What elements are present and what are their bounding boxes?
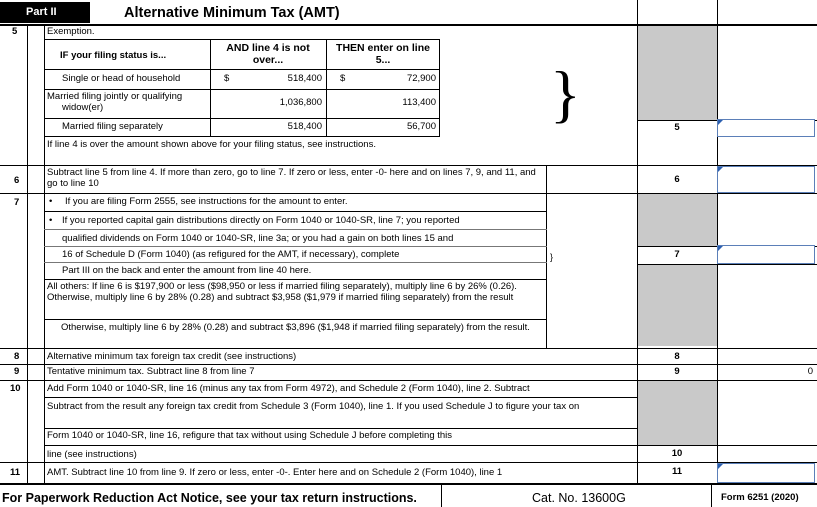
line11-text: AMT. Subtract line 10 from line 9. If zero or less, enter -0-. Enter here and on Schedule 2 (Form 1040), line 1 [47, 467, 503, 478]
line7-cg-text: qualified dividends on Form 1040 or 1040-SR, line 3a; or you had a gain on both lines 15 and [62, 233, 454, 244]
line-box-label: 9 [674, 366, 680, 377]
col-header-amount: THEN enter on line 5... [336, 42, 430, 67]
line7-cg-text: Part III on the back and enter the amount from line 40 here. [62, 265, 312, 276]
line5-note: If line 4 is over the amount shown above for your filing status, see instructions. [47, 139, 376, 150]
currency-sign: $ [340, 73, 346, 84]
line8-input[interactable] [718, 349, 816, 363]
line10-input[interactable] [718, 446, 816, 462]
line7-all-others: All others: If line 6 is $197,900 or less ($98,950 or less if married filing separately), multiply line 6 by 26% (0.26). Otherwise, multiply line 6 by 28% (0.28) and subtract $3,958 ($1,979 if married filing separately) from the result [47, 281, 517, 303]
line9-value[interactable]: 0 [807, 366, 813, 377]
line7-input[interactable] [717, 245, 815, 264]
limit-cell: 518,400 [287, 73, 322, 84]
line5-label: Exemption. [47, 26, 95, 37]
line-number: 6 [14, 175, 20, 186]
form-id: Form 6251 (2020) [721, 492, 799, 503]
paperwork-notice: For Paperwork Reduction Act Notice, see your tax return instructions. [2, 491, 417, 505]
bullet: • [49, 196, 53, 207]
line-box-label: 11 [671, 466, 683, 477]
line-number: 9 [14, 366, 20, 377]
line10-text: Subtract from the result any foreign tax credit from Schedule 3 (Form 1040), line 1. If you used Schedule J to figure your tax on [47, 401, 580, 412]
line8-text: Alternative minimum tax foreign tax credit (see instructions) [47, 351, 297, 362]
line10-text: Form 1040 or 1040-SR, line 16, refigure that tax without using Schedule J before completing this [47, 430, 453, 441]
line-box-label: 10 [671, 448, 683, 459]
amount-cell: 56,700 [406, 121, 436, 132]
currency-sign: $ [224, 73, 230, 84]
line-number: 5 [12, 26, 18, 37]
line-box-label: 5 [674, 122, 680, 133]
line7-bullet-2555: If you are filing Form 2555, see instructions for the amount to enter. [65, 196, 348, 207]
line-box-label: 6 [674, 174, 680, 185]
line7-brace: } [550, 252, 554, 262]
line-number: 7 [14, 197, 20, 208]
line7-otherwise: Otherwise, multiply line 6 by 28% (0.28) and subtract $3,896 ($1,948 if married filing separately) from the result. [61, 322, 530, 333]
line6-input[interactable] [717, 166, 815, 193]
part-header [0, 0, 817, 24]
status-cell: Married filing separately [62, 121, 163, 132]
part-title: Alternative Minimum Tax (AMT) [124, 5, 340, 21]
line10-text: line (see instructions) [47, 449, 137, 460]
line7-cg-text: If you reported capital gain distributions directly on Form 1040 or 1040-SR, line 7; you reported [62, 215, 460, 226]
line-box-label: 7 [674, 249, 680, 260]
amount-cell: 72,900 [406, 73, 436, 84]
line9-text: Tentative minimum tax. Subtract line 8 from line 7 [47, 366, 255, 377]
status-cell: Married filing jointly or qualifying widow(er) [47, 91, 183, 113]
line5-input[interactable] [717, 119, 815, 137]
line7-cg-text: 16 of Schedule D (Form 1040) (as refigured for the AMT, if necessary), complete [62, 249, 400, 260]
col-header-status: IF your filing status is... [60, 50, 167, 61]
part-label: Part II [0, 2, 90, 23]
line6-text: Subtract line 5 from line 4. If more than zero, go to line 7. If zero or less, enter -0- here and on lines 7, 9, and 11, and go to line 10 [47, 167, 536, 189]
line11-input[interactable] [717, 463, 815, 483]
bullet: • [49, 215, 53, 226]
table-brace: } [550, 58, 581, 129]
status-cell: Single or head of household [62, 73, 181, 84]
line-number: 10 [10, 383, 21, 394]
limit-cell: 518,400 [287, 121, 322, 132]
limit-cell: 1,036,800 [279, 97, 322, 108]
catalog-number: Cat. No. 13600G [532, 491, 626, 505]
exemption-table [44, 39, 440, 137]
line10-text: Add Form 1040 or 1040-SR, line 16 (minus any tax from Form 4972), and Schedule 2 (Form 1040), line 2. Subtract [47, 383, 530, 394]
col-header-limit: AND line 4 is not over... [226, 42, 310, 67]
line-number: 8 [14, 351, 20, 362]
line-box-label: 8 [674, 351, 680, 362]
amount-cell: 113,400 [402, 97, 436, 108]
line-number: 11 [10, 467, 21, 478]
